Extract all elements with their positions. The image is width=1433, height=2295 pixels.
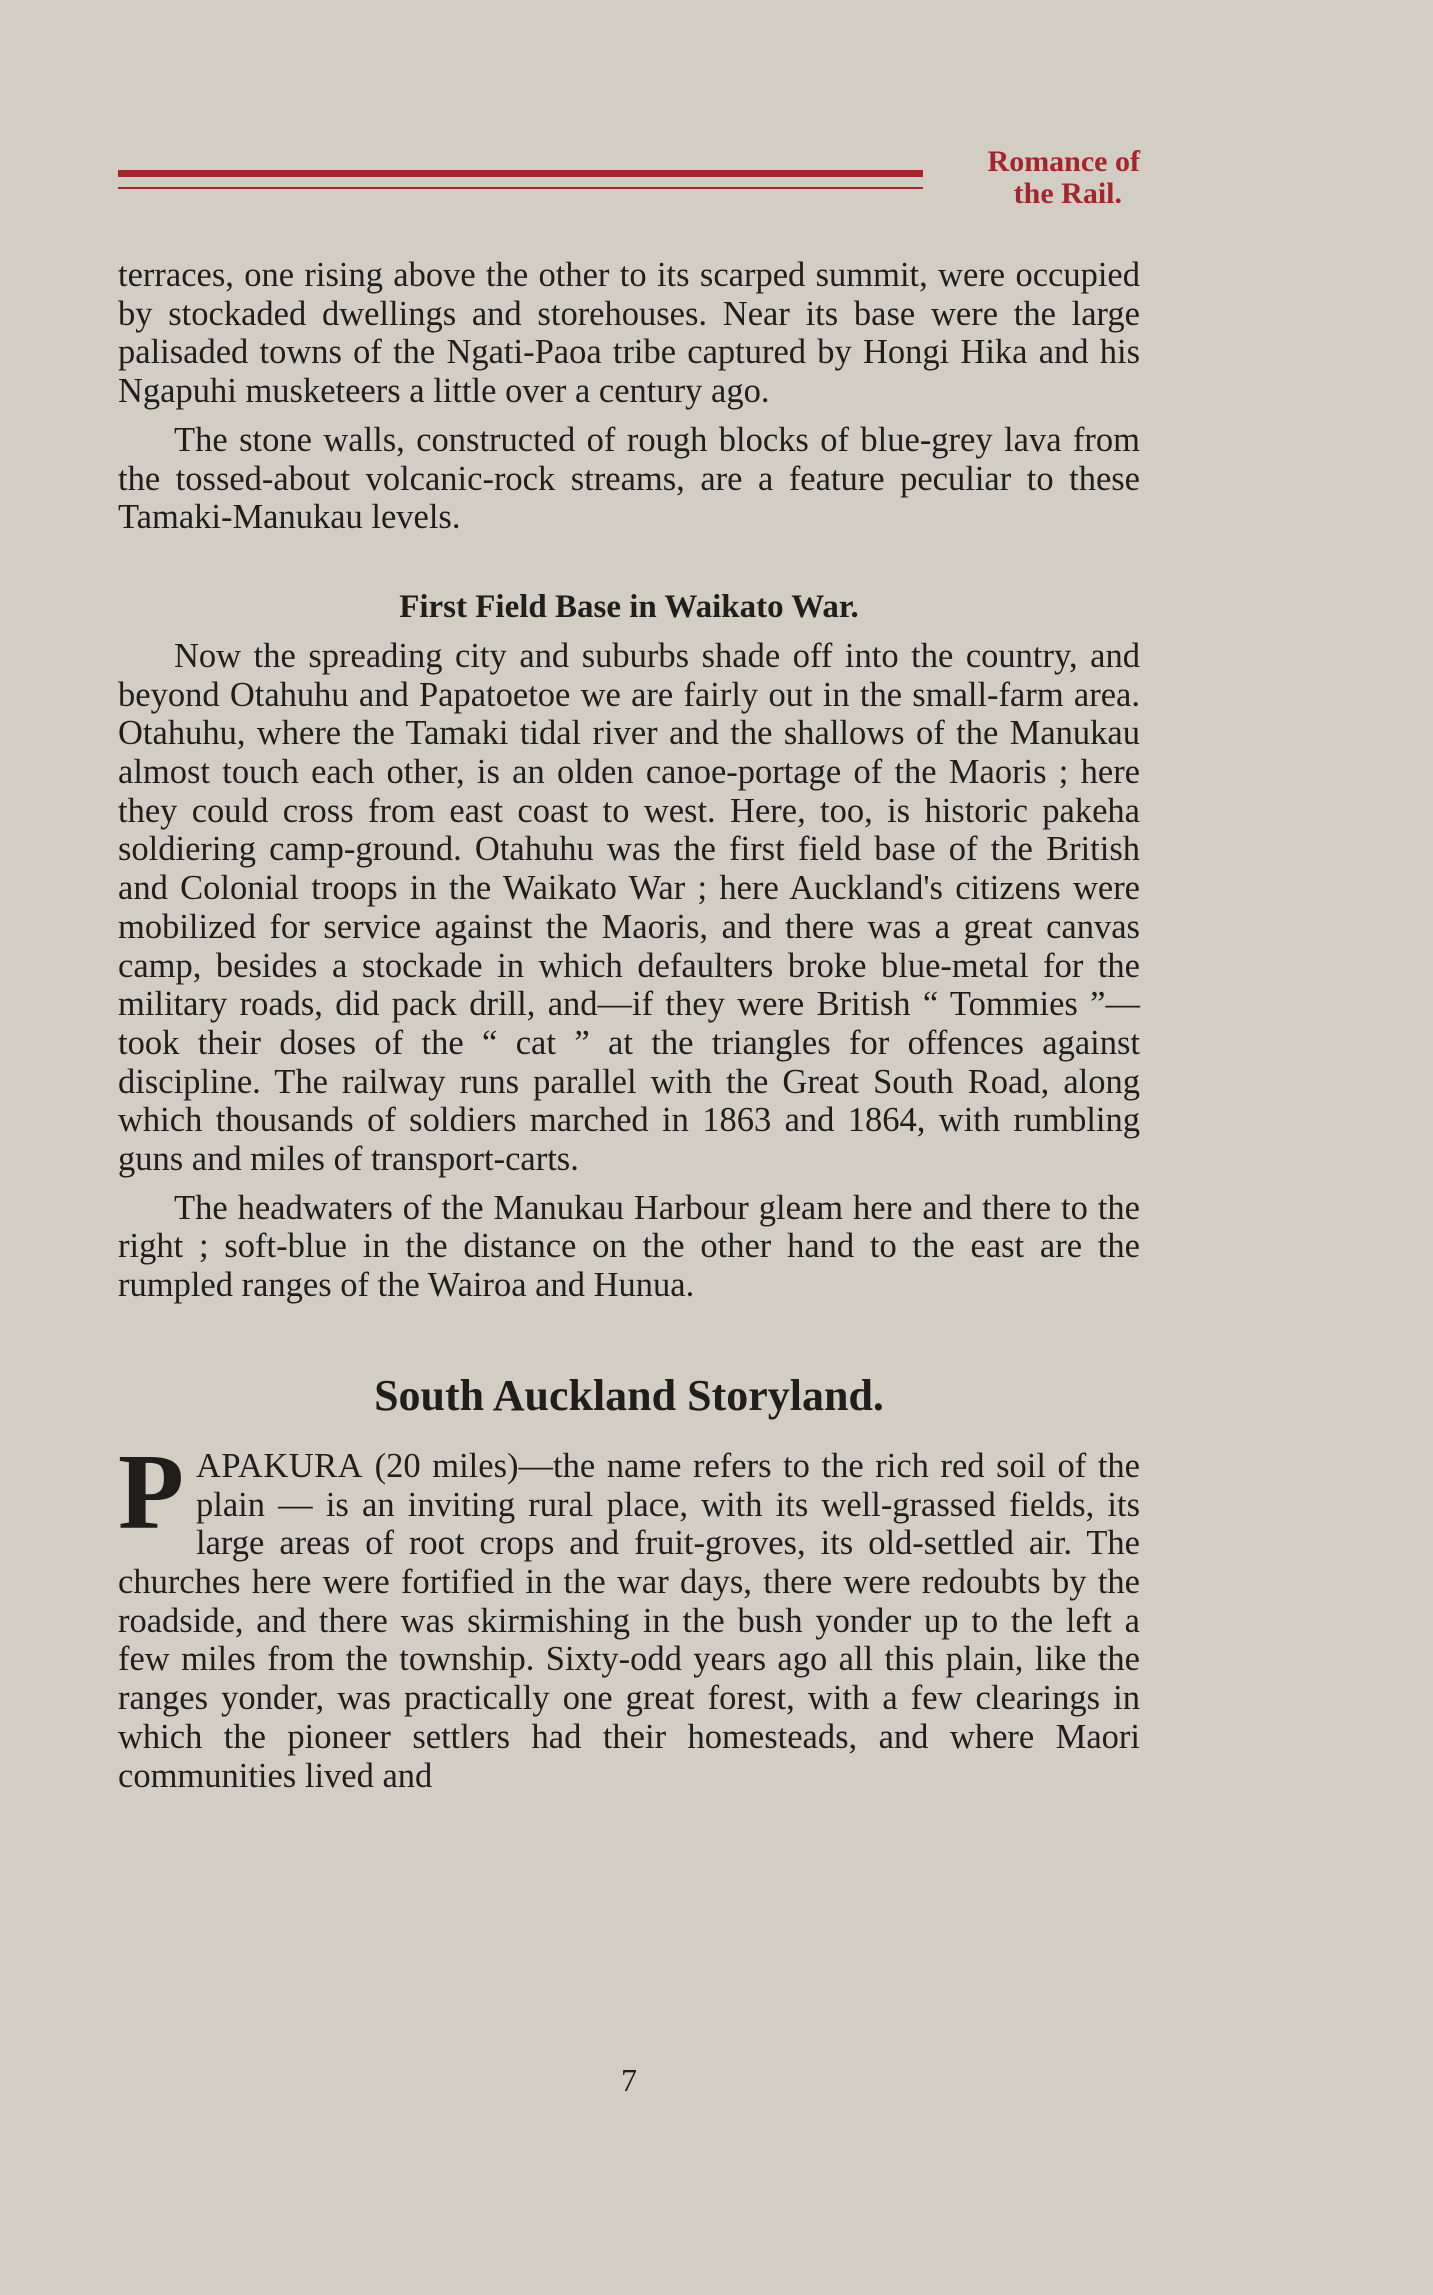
papakura-small-caps: APAKURA <box>195 1446 364 1485</box>
running-head-line2: the Rail. <box>1013 177 1122 210</box>
section-heading-south-auckland: South Auckland Storyland. <box>374 1370 884 1420</box>
header-rule-thick <box>118 170 923 177</box>
section-heading-first-field-base: First Field Base in Waikato War. <box>399 588 859 625</box>
running-head <box>940 146 1140 210</box>
header-rule-thin <box>118 187 923 189</box>
paragraph-terraces: terraces, one rising above the other to its scarped summit, were occupied by stockaded dwellings and storehouses. Near its base were the large palisaded towns of the Ngati-Paoa tribe captured by Hongi Hika and his Ngapuhi musketeers a little over a century ago. <box>118 256 1140 411</box>
running-head-line1: Romance of <box>987 145 1140 178</box>
paragraph-papakura <box>118 1432 1140 1795</box>
paragraph-otahuhu: Now the spreading city and suburbs shade off into the country, and beyond Otahuhu and Papatoetoe we are fairly out in the small-farm area. Otahuhu, where the Tamaki tidal river and the shallows of the Manukau almost touch each other, is an olden canoe-portage of the Maoris ; here they could cross from east coast to west. Here, too, is historic pakeha soldiering camp-ground. Otahuhu was the first field base of the British and Colonial troops in the Waikato War ; here Auckland's citizens were mobilized for service against the Maoris, and there was a great canvas camp, besides a stockade in which defaulters broke blue-metal for the military roads, did pack drill, and—if they were British “ Tommies ”—took their doses of the “ cat ” at the triangles for offences against discipline. The railway runs parallel with the Great South Road, along which thousands of soldiers marched in 1863 and 1864, with rumbling guns and miles of transport-carts. <box>118 636 1140 1179</box>
page-number: 7 <box>621 2062 637 2098</box>
papakura-text: (20 miles)—the name refers to the rich red soil of the plain — is an inviting rural place, with its well-grassed fields, its large areas of root crops and fruit-groves, its old-settled air. The churches here were fortified in the war days, there were redoubts by the roadside, and there was skirmishing in the bush yonder up to the left a few miles from the township. Sixty-odd years ago all this plain, like the ranges yonder, was practically one great forest, with a few clearings in which the pioneer settlers had their homesteads, and where Maori communities lived and <box>118 1446 1140 1795</box>
paragraph-stone-walls: The stone walls, constructed of rough blocks of blue-grey lava from the tossed-about volcanic-rock streams, are a feature peculiar to these Tamaki-Manukau levels. <box>118 420 1140 537</box>
drop-cap: P <box>118 1432 184 1552</box>
paragraph-headwaters: The headwaters of the Manukau Harbour gleam here and there to the right ; soft-blue in the distance on the other hand to the east are the rumpled ranges of the Wairoa and Hunua. <box>118 1188 1140 1305</box>
page <box>118 0 1140 2295</box>
body-text <box>118 256 1140 1795</box>
